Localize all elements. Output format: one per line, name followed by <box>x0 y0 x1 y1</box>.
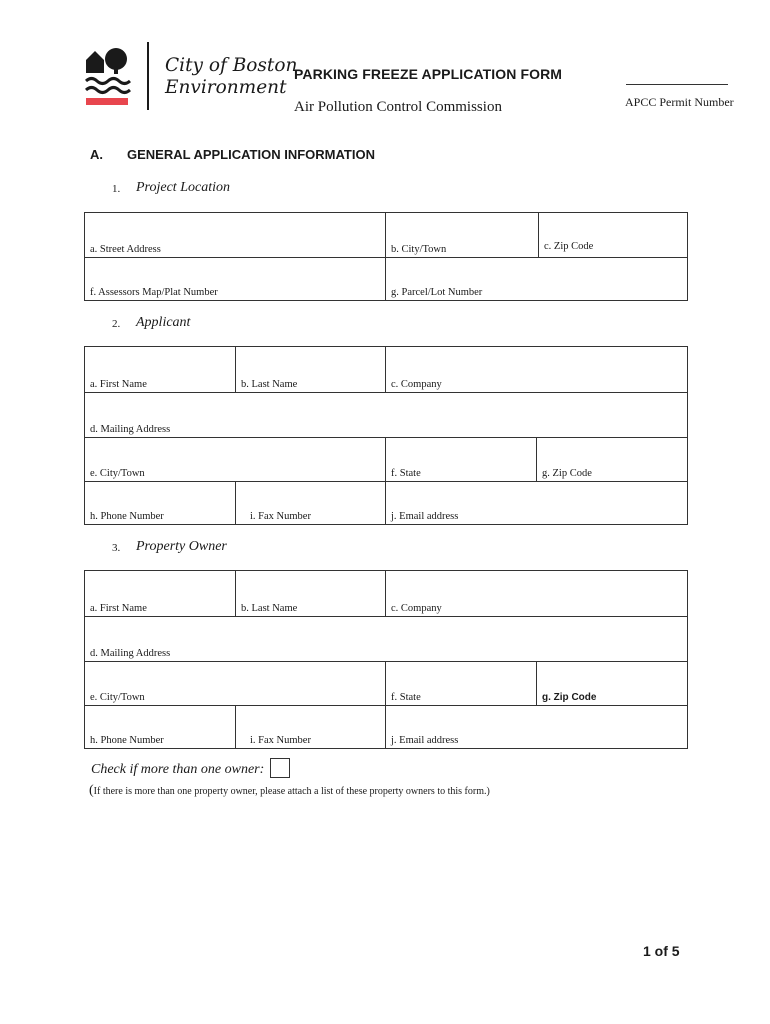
field-label: a. First Name <box>90 379 147 390</box>
project-location-table <box>84 212 688 301</box>
applicant-table <box>84 346 688 525</box>
red-bar <box>86 98 128 105</box>
owner-company-field[interactable] <box>386 571 688 617</box>
note-text: If there is more than one property owner, please attach a list of these property owners to this form.) <box>93 786 490 797</box>
commission-name: Air Pollution Control Commission <box>294 99 502 115</box>
applicant-last-name-field[interactable] <box>236 347 386 393</box>
wave-icon <box>86 79 130 84</box>
field-label: j. Email address <box>391 511 459 522</box>
subsection-title: Applicant <box>136 315 191 330</box>
city-town-field[interactable] <box>386 213 539 258</box>
field-label: i. Fax Number <box>250 735 311 746</box>
field-label: c. Company <box>391 379 442 390</box>
owner-phone-field[interactable] <box>85 706 236 749</box>
field-label: i. Fax Number <box>250 511 311 522</box>
applicant-first-name-field[interactable] <box>85 347 236 393</box>
logo-divider <box>147 42 149 110</box>
applicant-mailing-address-field[interactable] <box>85 393 688 438</box>
form-title: PARKING FREEZE APPLICATION FORM <box>294 66 563 82</box>
field-label: g. Zip Code <box>542 468 592 479</box>
field-label: f. State <box>391 692 421 703</box>
page-number: 1 of 5 <box>643 943 680 959</box>
subsection-number: 2. <box>112 318 121 330</box>
field-label: b. Last Name <box>241 379 298 390</box>
permit-number-field[interactable] <box>626 84 728 85</box>
multiple-owners-label: Check if more than one owner: <box>91 762 265 777</box>
owner-zip-field[interactable] <box>537 662 688 706</box>
field-label: e. City/Town <box>90 468 145 479</box>
property-owner-table <box>84 570 688 749</box>
subsection-number: 3. <box>112 542 121 554</box>
zip-code-field[interactable] <box>539 213 688 258</box>
field-label: f. Assessors Map/Plat Number <box>90 287 218 298</box>
subsection-number: 1. <box>112 183 121 195</box>
owner-mailing-address-field[interactable] <box>85 617 688 662</box>
applicant-zip-field[interactable] <box>537 438 688 482</box>
field-label: c. Company <box>391 603 442 614</box>
applicant-city-field[interactable] <box>85 438 386 482</box>
owner-fax-field[interactable] <box>236 706 386 749</box>
owner-last-name-field[interactable] <box>236 571 386 617</box>
field-label: h. Phone Number <box>90 511 164 522</box>
permit-number-label: APCC Permit Number <box>625 95 734 109</box>
multiple-owners-note <box>89 783 490 799</box>
section-title: GENERAL APPLICATION INFORMATION <box>127 147 375 162</box>
owner-state-field[interactable] <box>386 662 537 706</box>
field-label: a. Street Address <box>90 244 161 255</box>
owner-city-field[interactable] <box>85 662 386 706</box>
field-label: j. Email address <box>391 735 459 746</box>
brand-line-1: City of Boston <box>165 55 298 76</box>
parcel-lot-field[interactable] <box>386 258 688 301</box>
applicant-fax-field[interactable] <box>236 482 386 525</box>
section-letter: A. <box>90 147 103 162</box>
field-label: h. Phone Number <box>90 735 164 746</box>
field-label: g. Zip Code <box>542 692 597 703</box>
field-label: f. State <box>391 468 421 479</box>
street-address-field[interactable] <box>85 213 386 258</box>
note-paren: ( <box>89 783 94 798</box>
field-label: b. City/Town <box>391 244 447 255</box>
city-of-boston-logo <box>85 46 131 108</box>
field-label: b. Last Name <box>241 603 298 614</box>
applicant-state-field[interactable] <box>386 438 537 482</box>
owner-email-field[interactable] <box>386 706 688 749</box>
field-label: d. Mailing Address <box>90 648 171 659</box>
subsection-title: Project Location <box>136 180 230 195</box>
field-label: g. Parcel/Lot Number <box>391 287 483 298</box>
field-label: c. Zip Code <box>544 241 594 252</box>
assessors-map-field[interactable] <box>85 258 386 301</box>
field-label: d. Mailing Address <box>90 424 171 435</box>
field-label: e. City/Town <box>90 692 145 703</box>
subsection-title: Property Owner <box>136 539 227 554</box>
house-icon <box>86 51 104 73</box>
brand-line-2: Environment <box>165 77 287 98</box>
applicant-email-field[interactable] <box>386 482 688 525</box>
brand-name <box>165 55 297 99</box>
applicant-phone-field[interactable] <box>85 482 236 525</box>
multiple-owners-checkbox[interactable] <box>270 758 290 778</box>
field-label: a. First Name <box>90 603 147 614</box>
applicant-company-field[interactable] <box>386 347 688 393</box>
owner-first-name-field[interactable] <box>85 571 236 617</box>
